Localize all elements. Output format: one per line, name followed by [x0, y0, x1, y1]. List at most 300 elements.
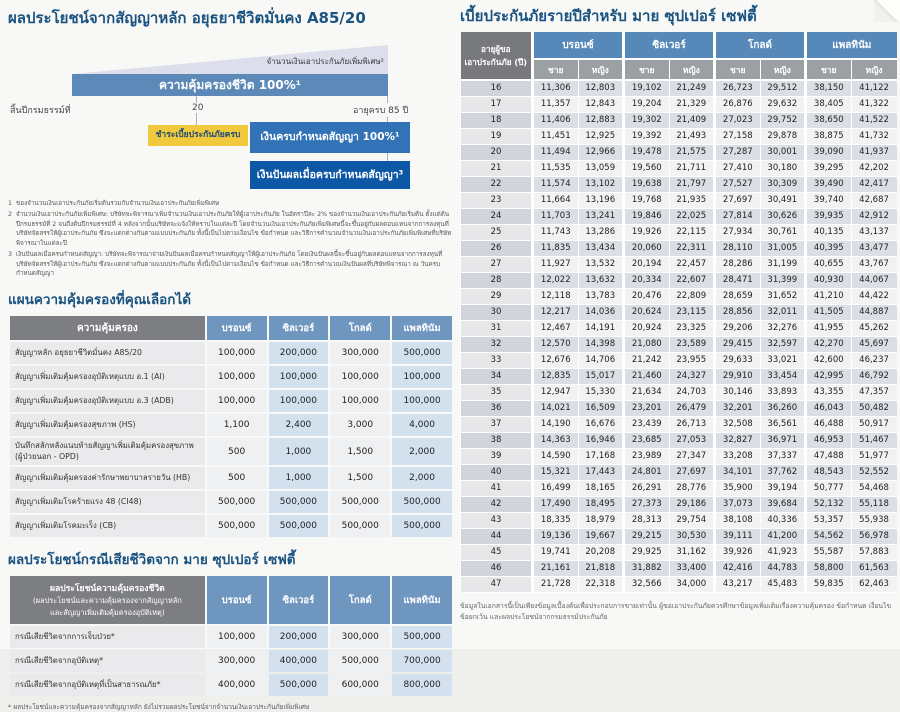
- premium-cell: 31,162: [669, 545, 715, 561]
- gender-header-female: หญิง: [851, 59, 897, 80]
- gender-header-female: หญิง: [760, 59, 806, 80]
- age-column-header: อายุผู้ขอ เอาประกันภัย (ปี): [461, 32, 533, 80]
- premium-cell: 18,165: [578, 481, 624, 497]
- premium-row: [461, 193, 897, 209]
- premium-cell: 13,102: [578, 177, 624, 193]
- premium-paid-box: ชำระเบี้ยประกันภัยครบ: [148, 125, 248, 146]
- premium-cell: 30,491: [760, 193, 806, 209]
- right-page-title: เบี้ยประกันภัยรายปีสำหรับ มาย ซุปเปอร์ เซฟตี้: [460, 7, 757, 25]
- life-coverage-bar: ความคุ้มครองชีวิต 100%¹: [72, 74, 388, 96]
- row-label: สัญญาเพิ่มเติมคุ้มครองอุบัติเหตุแบบ อ.3 (ADB): [10, 390, 205, 412]
- premium-cell: 12,570: [533, 337, 579, 353]
- value-cell: 500,000: [330, 515, 390, 537]
- premium-cell: 32,566: [624, 577, 670, 593]
- premium-cell: 13,241: [578, 209, 624, 225]
- premium-cell: 39,295: [806, 161, 852, 177]
- age-cell: 22: [461, 177, 533, 193]
- premium-cell: 42,270: [806, 337, 852, 353]
- premium-cell: 31,882: [624, 561, 670, 577]
- premium-header-row-tiers: [461, 32, 897, 59]
- premium-cell: 46,488: [806, 417, 852, 433]
- premium-row: [461, 177, 897, 193]
- premium-cell: 51,467: [851, 433, 897, 449]
- age-cell: 44: [461, 529, 533, 545]
- age-cell: 45: [461, 545, 533, 561]
- value-cell: 3,000: [330, 414, 390, 436]
- premium-cell: 27,347: [669, 449, 715, 465]
- premium-cell: 41,955: [806, 321, 852, 337]
- premium-cell: 29,186: [669, 497, 715, 513]
- premium-cell: 29,633: [715, 353, 761, 369]
- premium-cell: 14,190: [533, 417, 579, 433]
- premium-cell: 20,624: [624, 305, 670, 321]
- value-cell: 300,000: [330, 342, 390, 364]
- plan-table-header-row: [10, 316, 452, 340]
- premium-row: [461, 305, 897, 321]
- premium-cell: 31,652: [760, 289, 806, 305]
- premium-cell: 44,067: [851, 273, 897, 289]
- premium-cell: 28,110: [715, 241, 761, 257]
- premium-cell: 30,001: [760, 145, 806, 161]
- premium-cell: 21,797: [669, 177, 715, 193]
- premium-cell: 20,060: [624, 241, 670, 257]
- footnote-text: เงินปันผลเมื่อครบกำหนดสัญญา: บริษัทจะพิจารณาจ่ายเงินปันผลเมื่อครบกำหนดสัญญาให้ผู้เอาประกันภัย โดยเงินปันผลนี้จะขึ้นอยู่กับผลตอบแทนจากการลงทุนที่บริษัทจัดสรรให้ผู้เอาประกันภัย ซึ่งจะแตกต่างกันตามแบบประกันภัย ทั้งนี้เป็นไปตามเงื่อนไข ข้อกำหนด และวิธีการคำนวณเงินปันผลที่บริษัทพิจารณา ณ วันครบกำหนดสัญญา: [16, 250, 443, 278]
- premium-cell: 23,115: [669, 305, 715, 321]
- premium-cell: 50,917: [851, 417, 897, 433]
- gender-header-male: ชาย: [533, 59, 579, 80]
- value-cell: 100,000: [269, 366, 329, 388]
- row-label: สัญญาหลัก อยุธยาชีวิตมั่นคง A85/20: [10, 342, 205, 364]
- premium-cell: 18,495: [578, 497, 624, 513]
- premium-cell: 50,777: [806, 481, 852, 497]
- premium-cell: 27,373: [624, 497, 670, 513]
- premium-cell: 40,655: [806, 257, 852, 273]
- age-cell: 26: [461, 241, 533, 257]
- premium-cell: 46,792: [851, 369, 897, 385]
- premium-cell: 44,422: [851, 289, 897, 305]
- premium-cell: 47,357: [851, 385, 897, 401]
- premium-cell: 43,767: [851, 257, 897, 273]
- table-row: [10, 515, 452, 537]
- premium-cell: 16,676: [578, 417, 624, 433]
- premium-cell: 41,322: [851, 97, 897, 113]
- premium-cell: 32,011: [760, 305, 806, 321]
- premium-cell: 39,090: [806, 145, 852, 161]
- value-cell: 1,100: [207, 414, 267, 436]
- value-cell: 400,000: [207, 674, 267, 696]
- premium-cell: 17,443: [578, 465, 624, 481]
- premium-cell: 20,476: [624, 289, 670, 305]
- premium-cell: 43,137: [851, 225, 897, 241]
- premium-cell: 27,697: [669, 465, 715, 481]
- row-label: สัญญาเพิ่มเติมโรคมะเร็ง (CB): [10, 515, 205, 537]
- age-cell: 34: [461, 369, 533, 385]
- value-cell: 2,000: [392, 438, 452, 465]
- premium-cell: 34,000: [669, 577, 715, 593]
- death-table-footnote: * ผลประโยชน์และความคุ้มครองจากสัญญาหลัก ยังไม่รวมผลประโยชน์จากจำนวนเงินเอาประกันภัยเพิ่มพิเศษ: [8, 703, 310, 712]
- value-cell: 200,000: [269, 626, 329, 648]
- premium-cell: 21,728: [533, 577, 579, 593]
- age-cell: 25: [461, 225, 533, 241]
- premium-cell: 21,329: [669, 97, 715, 113]
- premium-cell: 26,723: [715, 80, 761, 97]
- age-cell: 38: [461, 433, 533, 449]
- value-cell: 100,000: [330, 390, 390, 412]
- age-cell: 27: [461, 257, 533, 273]
- premium-cell: 13,196: [578, 193, 624, 209]
- premium-row: [461, 497, 897, 513]
- premium-row: [461, 513, 897, 529]
- premium-row: [461, 145, 897, 161]
- coverage-column-header: ความคุ้มครอง: [10, 316, 205, 340]
- premium-cell: 16,499: [533, 481, 579, 497]
- premium-row: [461, 577, 897, 593]
- premium-cell: 27,158: [715, 129, 761, 145]
- gender-header-male: ชาย: [806, 59, 852, 80]
- premium-cell: 30,761: [760, 225, 806, 241]
- premium-row: [461, 369, 897, 385]
- premium-cell: 21,711: [669, 161, 715, 177]
- premium-cell: 41,122: [851, 80, 897, 97]
- premium-cell: 14,706: [578, 353, 624, 369]
- premium-cell: 32,597: [760, 337, 806, 353]
- gender-header-male: ชาย: [624, 59, 670, 80]
- benefit-diagram: [8, 33, 454, 195]
- value-cell: 100,000: [207, 342, 267, 364]
- premium-cell: 11,306: [533, 80, 579, 97]
- maturity-benefit-box: เงินครบกำหนดสัญญา 100%¹: [250, 122, 410, 153]
- premium-cell: 29,632: [760, 97, 806, 113]
- age-cell: 24: [461, 209, 533, 225]
- footnote-number: 3: [8, 250, 13, 258]
- premium-cell: 21,460: [624, 369, 670, 385]
- age-cell: 33: [461, 353, 533, 369]
- premium-cell: 22,025: [669, 209, 715, 225]
- premium-cell: 38,875: [806, 129, 852, 145]
- premium-cell: 11,494: [533, 145, 579, 161]
- tier-header-bronze: บรอนซ์: [207, 576, 267, 624]
- premium-cell: 58,800: [806, 561, 852, 577]
- value-cell: 100,000: [207, 366, 267, 388]
- footnote-list: [8, 199, 454, 279]
- premium-cell: 12,883: [578, 113, 624, 129]
- premium-cell: 48,543: [806, 465, 852, 481]
- premium-cell: 55,587: [806, 545, 852, 561]
- premium-cell: 20,194: [624, 257, 670, 273]
- premium-cell: 40,395: [806, 241, 852, 257]
- tier-header-silver: ซิลเวอร์: [624, 32, 715, 59]
- premium-cell: 53,357: [806, 513, 852, 529]
- premium-cell: 12,467: [533, 321, 579, 337]
- premium-cell: 13,632: [578, 273, 624, 289]
- premium-cell: 12,676: [533, 353, 579, 369]
- premium-cell: 14,021: [533, 401, 579, 417]
- premium-cell: 27,023: [715, 113, 761, 129]
- premium-cell: 54,468: [851, 481, 897, 497]
- premium-cell: 15,017: [578, 369, 624, 385]
- premium-cell: 21,242: [624, 353, 670, 369]
- age-cell: 37: [461, 417, 533, 433]
- value-cell: 2,400: [269, 414, 329, 436]
- premium-cell: 19,392: [624, 129, 670, 145]
- premium-cell: 43,217: [715, 577, 761, 593]
- premium-cell: 52,552: [851, 465, 897, 481]
- premium-cell: 30,530: [669, 529, 715, 545]
- maturity-dividend-box: เงินปันผลเมื่อครบกำหนดสัญญา³: [250, 161, 410, 189]
- value-cell: 500,000: [269, 491, 329, 513]
- value-cell: 500,000: [207, 515, 267, 537]
- premium-cell: 23,439: [624, 417, 670, 433]
- premium-cell: 21,493: [669, 129, 715, 145]
- premium-cell: 22,809: [669, 289, 715, 305]
- premium-cell: 11,743: [533, 225, 579, 241]
- premium-cell: 29,752: [760, 113, 806, 129]
- premium-cell: 28,856: [715, 305, 761, 321]
- death-section-title: ผลประโยชน์กรณีเสียชีวิตจาก มาย ซุปเปอร์ เซฟตี้: [8, 552, 296, 569]
- premium-cell: 43,477: [851, 241, 897, 257]
- premium-cell: 46,953: [806, 433, 852, 449]
- premium-cell: 57,883: [851, 545, 897, 561]
- premium-cell: 33,893: [760, 385, 806, 401]
- value-cell: 400,000: [269, 650, 329, 672]
- disclaimer-note: ข้อมูลในเอกสารนี้เป็นเพียงข้อมูลเบื้องต้นเพื่อประกอบการขายเท่านั้น ผู้ขอเอาประกันภัยควรศึกษาข้อมูลเพิ่มเติมเรื่องความคุ้มครอง ข้อกำหนด เงื่อนไข ข้อยกเว้น และผลประโยชน์จากกรมธรรม์ประกันภัย: [460, 602, 892, 622]
- premium-cell: 12,217: [533, 305, 579, 321]
- value-cell: 700,000: [392, 650, 452, 672]
- value-cell: 500: [207, 467, 267, 489]
- premium-cell: 24,703: [669, 385, 715, 401]
- premium-cell: 27,410: [715, 161, 761, 177]
- premium-cell: 26,291: [624, 481, 670, 497]
- premium-cell: 14,363: [533, 433, 579, 449]
- axis-label-policy-year: สิ้นปีกรมธรรม์ที่: [10, 106, 71, 116]
- table-row: [10, 414, 452, 436]
- age-cell: 20: [461, 145, 533, 161]
- table-row: [10, 491, 452, 513]
- tier-header-bronze: บรอนซ์: [533, 32, 624, 59]
- premium-cell: 45,483: [760, 577, 806, 593]
- premium-cell: 19,638: [624, 177, 670, 193]
- premium-cell: 12,966: [578, 145, 624, 161]
- premium-cell: 29,754: [669, 513, 715, 529]
- premium-cell: 20,208: [578, 545, 624, 561]
- premium-cell: 42,416: [715, 561, 761, 577]
- premium-row: [461, 241, 897, 257]
- premium-cell: 21,080: [624, 337, 670, 353]
- premium-cell: 27,527: [715, 177, 761, 193]
- premium-cell: 54,562: [806, 529, 852, 545]
- right-column: [460, 2, 896, 623]
- premium-cell: 30,309: [760, 177, 806, 193]
- premium-cell: 19,478: [624, 145, 670, 161]
- premium-cell: 19,136: [533, 529, 579, 545]
- value-cell: 500,000: [392, 626, 452, 648]
- table-row: [10, 467, 452, 489]
- premium-cell: 20,334: [624, 273, 670, 289]
- row-label: สัญญาเพิ่มเติมคุ้มครองค่ารักษาพยาบาลรายวัน (HB): [10, 467, 205, 489]
- value-cell: 100,000: [330, 366, 390, 388]
- premium-cell: 41,937: [851, 145, 897, 161]
- premium-cell: 19,102: [624, 80, 670, 97]
- premium-cell: 46,043: [806, 401, 852, 417]
- premium-cell: 27,287: [715, 145, 761, 161]
- premium-cell: 21,161: [533, 561, 579, 577]
- gender-header-female: หญิง: [578, 59, 624, 80]
- age-cell: 35: [461, 385, 533, 401]
- death-benefit-column-header: ผลประโยชน์ความคุ้มครองชีวิต (ผลประโยชน์และความคุ้มครองจากสัญญาหลัก และสัญญาเพิ่มเติมคุ้มครองอุบัติเหตุ): [10, 576, 205, 624]
- premium-cell: 14,036: [578, 305, 624, 321]
- age-cell: 41: [461, 481, 533, 497]
- premium-cell: 13,059: [578, 161, 624, 177]
- age-cell: 32: [461, 337, 533, 353]
- premium-cell: 33,454: [760, 369, 806, 385]
- value-cell: 500,000: [330, 491, 390, 513]
- premium-row: [461, 337, 897, 353]
- premium-cell: 44,783: [760, 561, 806, 577]
- premium-cell: 14,191: [578, 321, 624, 337]
- premium-cell: 39,684: [760, 497, 806, 513]
- premium-row: [461, 289, 897, 305]
- premium-cell: 42,687: [851, 193, 897, 209]
- premium-row: [461, 449, 897, 465]
- tier-header-gold: โกลด์: [330, 576, 390, 624]
- left-page-title: ผลประโยชน์จากสัญญาหลัก อยุธยาชีวิตมั่นคง A85/20: [8, 9, 366, 27]
- premium-cell: 34,101: [715, 465, 761, 481]
- footnote-item: [8, 199, 454, 209]
- table-row: [10, 366, 452, 388]
- premium-cell: 38,108: [715, 513, 761, 529]
- row-label: สัญญาเพิ่มเติมคุ้มครองสุขภาพ (HS): [10, 414, 205, 436]
- left-column: [8, 4, 454, 712]
- premium-row: [461, 225, 897, 241]
- premium-row: [461, 257, 897, 273]
- footnote-text: ของจำนวนเงินเอาประกันภัยเริ่มต้นรวมกับจำนวนเงินเอาประกันภัยเพิ่มพิเศษ: [16, 200, 220, 207]
- premium-cell: 21,935: [669, 193, 715, 209]
- premium-cell: 61,563: [851, 561, 897, 577]
- premium-cell: 12,118: [533, 289, 579, 305]
- premium-cell: 31,399: [760, 273, 806, 289]
- premium-cell: 38,150: [806, 80, 852, 97]
- premium-cell: 20,924: [624, 321, 670, 337]
- premium-cell: 12,947: [533, 385, 579, 401]
- row-label: สัญญาเพิ่มเติมโรคร้ายแรง 48 (CI48): [10, 491, 205, 513]
- premium-cell: 11,703: [533, 209, 579, 225]
- premium-row: [461, 129, 897, 145]
- premium-cell: 40,135: [806, 225, 852, 241]
- premium-cell: 39,740: [806, 193, 852, 209]
- row-label: บันทึกสลักหลังแนบท้ายสัญญาเพิ่มเติมคุ้มครองสุขภาพ (ผู้ป่วยนอก - OPD): [10, 438, 205, 465]
- table-row: [10, 674, 452, 696]
- tier-header-gold: โกลด์: [715, 32, 806, 59]
- premium-row: [461, 401, 897, 417]
- gender-header-male: ชาย: [715, 59, 761, 80]
- premium-cell: 11,574: [533, 177, 579, 193]
- age-cell: 36: [461, 401, 533, 417]
- tier-header-silver: ซิลเวอร์: [269, 316, 329, 340]
- tier-header-silver: ซิลเวอร์: [269, 576, 329, 624]
- premium-cell: 30,626: [760, 209, 806, 225]
- premium-cell: 22,115: [669, 225, 715, 241]
- age-cell: 39: [461, 449, 533, 465]
- premium-cell: 12,803: [578, 80, 624, 97]
- premium-cell: 19,926: [624, 225, 670, 241]
- premium-row: [461, 417, 897, 433]
- value-cell: 1,000: [269, 438, 329, 465]
- premium-cell: 42,912: [851, 209, 897, 225]
- premium-cell: 23,989: [624, 449, 670, 465]
- premium-row: [461, 465, 897, 481]
- premium-cell: 41,210: [806, 289, 852, 305]
- axis-label-20: 20: [188, 103, 207, 113]
- value-cell: 500: [207, 438, 267, 465]
- value-cell: 500,000: [392, 491, 452, 513]
- premium-cell: 24,801: [624, 465, 670, 481]
- table-row: [10, 390, 452, 412]
- premium-cell: 50,482: [851, 401, 897, 417]
- age-cell: 42: [461, 497, 533, 513]
- row-label: กรณีเสียชีวิตจากอุบัติเหตุ*: [10, 650, 205, 672]
- death-table-header-row: [10, 576, 452, 624]
- premium-cell: 45,697: [851, 337, 897, 353]
- premium-cell: 12,835: [533, 369, 579, 385]
- premium-cell: 26,713: [669, 417, 715, 433]
- premium-cell: 41,200: [760, 529, 806, 545]
- premium-cell: 29,215: [624, 529, 670, 545]
- premium-cell: 27,934: [715, 225, 761, 241]
- premium-cell: 11,535: [533, 161, 579, 177]
- premium-cell: 41,522: [851, 113, 897, 129]
- premium-cell: 21,634: [624, 385, 670, 401]
- age-cell: 40: [461, 465, 533, 481]
- premium-row: [461, 529, 897, 545]
- premium-cell: 33,208: [715, 449, 761, 465]
- value-cell: 100,000: [269, 390, 329, 412]
- premium-cell: 31,199: [760, 257, 806, 273]
- age-cell: 21: [461, 161, 533, 177]
- value-cell: 4,000: [392, 414, 452, 436]
- premium-cell: 52,132: [806, 497, 852, 513]
- premium-cell: 39,111: [715, 529, 761, 545]
- premium-cell: 11,664: [533, 193, 579, 209]
- value-cell: 200,000: [269, 342, 329, 364]
- premium-cell: 22,607: [669, 273, 715, 289]
- premium-cell: 13,532: [578, 257, 624, 273]
- premium-row: [461, 545, 897, 561]
- premium-cell: 55,938: [851, 513, 897, 529]
- premium-cell: 26,479: [669, 401, 715, 417]
- premium-table: [460, 32, 897, 593]
- age-cell: 30: [461, 305, 533, 321]
- value-cell: 500,000: [330, 650, 390, 672]
- premium-cell: 37,073: [715, 497, 761, 513]
- age-cell: 43: [461, 513, 533, 529]
- value-cell: 1,500: [330, 438, 390, 465]
- footnote-item: [8, 250, 454, 279]
- footnote-number: 1: [8, 200, 13, 207]
- tier-header-platinum: แพลทินัม: [392, 576, 452, 624]
- premium-cell: 37,762: [760, 465, 806, 481]
- premium-cell: 19,302: [624, 113, 670, 129]
- age-cell: 23: [461, 193, 533, 209]
- premium-cell: 21,409: [669, 113, 715, 129]
- row-label: สัญญาเพิ่มเติมคุ้มครองอุบัติเหตุแบบ อ.1 (AI): [10, 366, 205, 388]
- premium-cell: 23,201: [624, 401, 670, 417]
- gender-header-female: หญิง: [669, 59, 715, 80]
- premium-cell: 26,876: [715, 97, 761, 113]
- premium-row: [461, 433, 897, 449]
- premium-cell: 28,776: [669, 481, 715, 497]
- tier-header-platinum: แพลทินัม: [392, 316, 452, 340]
- footnote-text: จำนวนเงินเอาประกันภัยเพิ่มพิเศษ: บริษัทจะพิจารณาเพิ่มจำนวนเงินเอาประกันภัยให้ผู้เอาประกันภัย ในอัตราปีละ 2% ของจำนวนเงินเอาประกันภัยเริ่มต้น ตั้งแต่ต้นปีกรมธรรม์ที่ 2 จนถึงต้นปีกรมธรรม์ที่ 4 หลังจากนั้นบริษัทจะแจ้งให้ทราบในแต่ละปี โดยจำนวนเงินเอาประกันภัยเพิ่มพิเศษนี้จะขึ้นอยู่กับผลตอบแทนจากการลงทุนที่บริษัทจัดสรรให้ผู้เอาประกันภัย ซึ่งจะแตกต่างกันตามแบบประกันภัย ทั้งนี้เป็นไปตามเงื่อนไข ข้อกำหนด และวิธีการคำนวณจำนวนเงินเอาประกันภัยเพิ่มพิเศษที่บริษัทพิจารณาในแต่ละปี: [16, 210, 452, 247]
